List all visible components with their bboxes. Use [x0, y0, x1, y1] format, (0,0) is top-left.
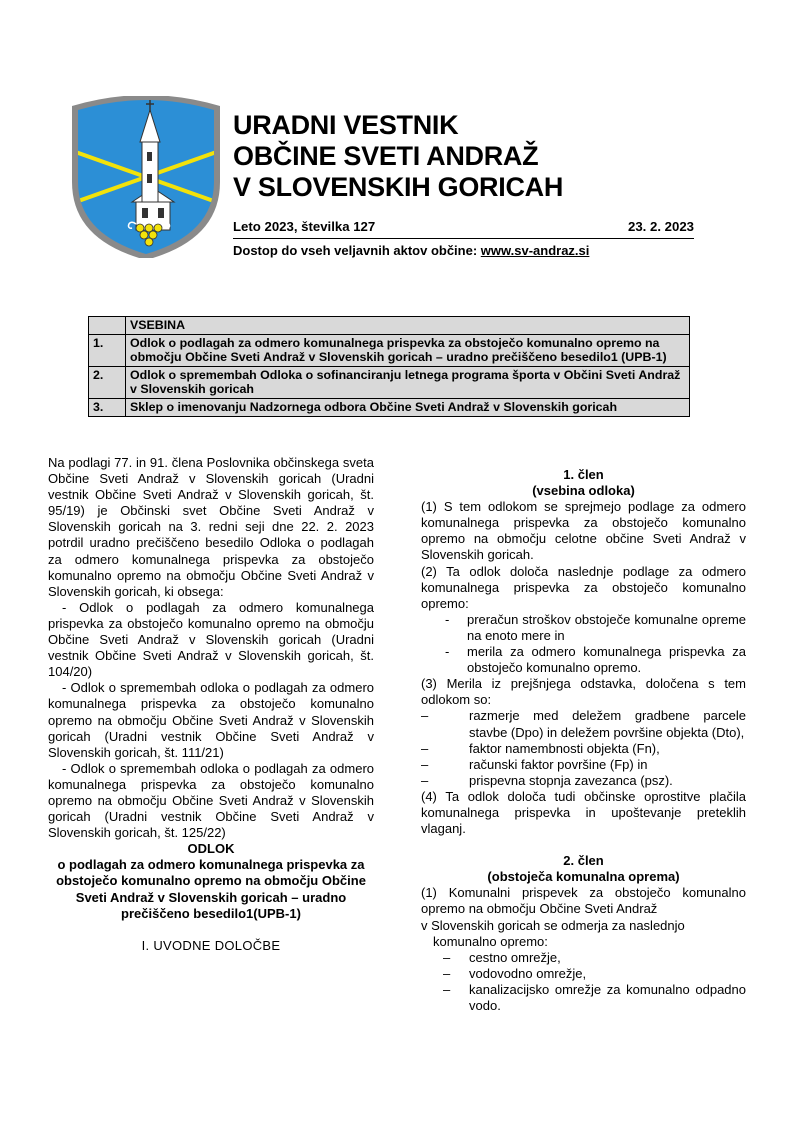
contents-header-row: [89, 317, 690, 335]
contents-row[interactable]: [89, 366, 690, 398]
article-1-paragraph-3: (3) Merila iz prejšnjega odstavka, določena s tem odlokom so:: [421, 676, 746, 708]
access-note: [233, 243, 589, 258]
list-item: [421, 741, 746, 757]
publication-title: [233, 110, 563, 203]
list-item-text: preračun stroškov obstoječe komunalne opreme na enoto mere in: [467, 611, 746, 643]
dash-bullet: –: [443, 949, 451, 965]
article-2-paragraph-1-cont: [421, 918, 746, 934]
list-item-text: prispevna stopnja zavezanca (psz).: [469, 772, 673, 788]
left-column: [48, 455, 374, 954]
contents-item-text: Sklep o imenovanju Nadzornega odbora Občine Sveti Andraž v Slovenskih goricah: [126, 398, 690, 416]
website-link[interactable]: www.sv-andraz.si: [480, 243, 590, 258]
paragraph-line: v Slovenskih goricah se odmerja za naslednjo: [421, 917, 685, 933]
source-act: - Odlok o spremembah odloka o podlagah za odmero komunalnega prispevka za obstoječo komunalno opremo na območju Občine Sveti Andraž v Slovenskih goricah (Uradni vestnik Občine Sveti Andraž v Slovenskih goricah, št. 125/22): [48, 760, 374, 841]
article-1-paragraph-2: (2) Ta odlok določa naslednje podlage za odmero komunalnega prispevka za obstoječo komunalno opremo:: [421, 563, 746, 611]
list-item-text: računski faktor površine (Fp) in: [469, 756, 648, 772]
article-1-paragraph-1: (1) S tem odlokom se sprejmejo podlage za odmero komunalnega prispevka za obstoječo komunalno opremo na območju celotne občine Sveti Andraž v Slovenskih goricah.: [421, 499, 746, 563]
article-2-paragraph-1-end: komunalno opremo:: [433, 933, 548, 949]
title-line: OBČINE SVETI ANDRAŽ: [233, 141, 539, 171]
right-column: [421, 467, 746, 1014]
list-item: [421, 950, 746, 966]
list-item: [421, 773, 746, 789]
article-2-title: 2. člen: [563, 853, 604, 869]
article-1-paragraph-4: (4) Ta odlok določa tudi občinske oprostitve plačila komunalnega prispevka in upoštevanje preteklih vlaganj.: [421, 788, 746, 837]
contents-item-text: Odlok o spremembah Odloka o sofinanciranju letnega programa športa v Občini Sveti Andraž v Slovenskih goricah: [126, 366, 690, 398]
article-1-list-2: [421, 708, 746, 788]
list-item-text: razmerje med deležem gradbene parcele stavbe (Dpo) in deležem površine objekta (Dto),: [469, 708, 746, 740]
paragraph-line: (1) Komunalni prispevek za obstoječo komunalno opremo na območju Občine Sveti Andraž: [421, 885, 746, 917]
contents-item-text: Odlok o podlagah za odmero komunalnega prispevka za obstoječo komunalno opremo na območju Občine Sveti Andraž v Slovenskih goricah – uradno prečiščeno besedilo1 (UPB-1): [126, 334, 690, 366]
list-item-text: merila za odmero komunalnega prispevka za obstoječo komunalno opremo.: [467, 644, 746, 676]
contents-row[interactable]: [89, 334, 690, 366]
article-2-subtitle: (obstoječa komunalna oprema): [487, 869, 680, 885]
list-item-text: faktor namembnosti objekta (Fn),: [469, 740, 660, 756]
list-item: [421, 982, 746, 1014]
article-1-title: 1. člen: [563, 467, 604, 482]
list-item-text: kanalizacijsko omrežje za komunalno odpadno vodo.: [469, 981, 746, 1013]
title-line: URADNI VESTNIK: [233, 110, 459, 140]
article-2-list: [421, 950, 746, 1014]
contents-table: [88, 316, 690, 417]
issue-info: [233, 219, 694, 234]
dash-bullet: –: [443, 981, 451, 997]
list-item: [421, 644, 746, 676]
source-act: - Odlok o podlagah za odmero komunalnega prispevka za obstoječo komunalno opremo na območju Občine Sveti Andraž v Slovenskih goricah (Uradni vestnik Občine Sveti Andraž v Slovenskih goricah, št. 104/20): [48, 599, 374, 680]
article-1-subtitle: (vsebina odloka): [532, 483, 635, 499]
dash-bullet: -: [445, 611, 450, 627]
list-item: [421, 757, 746, 773]
dash-bullet: –: [421, 708, 429, 724]
title-line: V SLOVENSKIH GORICAH: [233, 172, 564, 202]
list-item: [421, 708, 746, 740]
preamble: Na podlagi 77. in 91. člena Poslovnika občinskega sveta Občine Sveti Andraž v Slovenskih goricah (Uradni vestnik Občine Sveti Andraž v Slovenskih goricah, št. 95/19) je Občinski svet Občine Sveti Andraž v Slovenskih goricah na 3. redni seji dne 22. 2. 2023 potrdil uradno prečiščeno besedilo Odloka o podlagah za odmero komunalnega prispevka za obstoječo komunalno opremo na območju Občine Sveti Andraž v Slovenskih goricah, ki obsega:: [48, 455, 374, 599]
contents-heading: VSEBINA: [126, 317, 690, 335]
issue-number: Leto 2023, številka 127: [233, 219, 376, 234]
list-item: [421, 612, 746, 644]
list-item-text: vodovodno omrežje,: [469, 965, 587, 981]
section-heading: I. UVODNE DOLOČBE: [141, 937, 281, 953]
dash-bullet: –: [421, 740, 429, 756]
contents-item-num: 1.: [89, 334, 126, 366]
header-divider: [233, 238, 694, 239]
source-act: - Odlok o spremembah odloka o podlagah za odmero komunalnega prispevka za obstoječo komunalno opremo na območju Občine Sveti Andraž v Slovenskih goricah (Uradni vestnik Občine Sveti Andraž v Slovenskih goricah, št. 111/21): [48, 680, 374, 760]
dash-bullet: -: [445, 644, 450, 660]
dash-bullet: –: [421, 772, 429, 788]
contents-item-num: 2.: [89, 366, 126, 398]
contents-header-num: [89, 317, 126, 335]
dash-bullet: –: [443, 965, 451, 981]
ordinance-subtitle: o podlagah za odmero komunalnega prispevka za obstoječo komunalno opremo na območju Občine Sveti Andraž v Slovenskih goricah – uradno prečiščeno besedilo1(UPB-1): [56, 857, 366, 921]
list-item-text: cestno omrežje,: [469, 949, 561, 965]
list-item: [421, 966, 746, 982]
dash-bullet: –: [421, 756, 429, 772]
contents-item-num: 3.: [89, 398, 126, 416]
contents-row[interactable]: [89, 398, 690, 416]
issue-date: 23. 2. 2023: [628, 219, 694, 234]
ordinance-title: ODLOK: [187, 841, 235, 857]
access-text: Dostop do vseh veljavnih aktov občine:: [233, 243, 481, 258]
municipal-coat-of-arms-icon: [70, 96, 222, 258]
article-2-paragraph-1: [421, 885, 746, 917]
article-1-list-1: [421, 612, 746, 676]
